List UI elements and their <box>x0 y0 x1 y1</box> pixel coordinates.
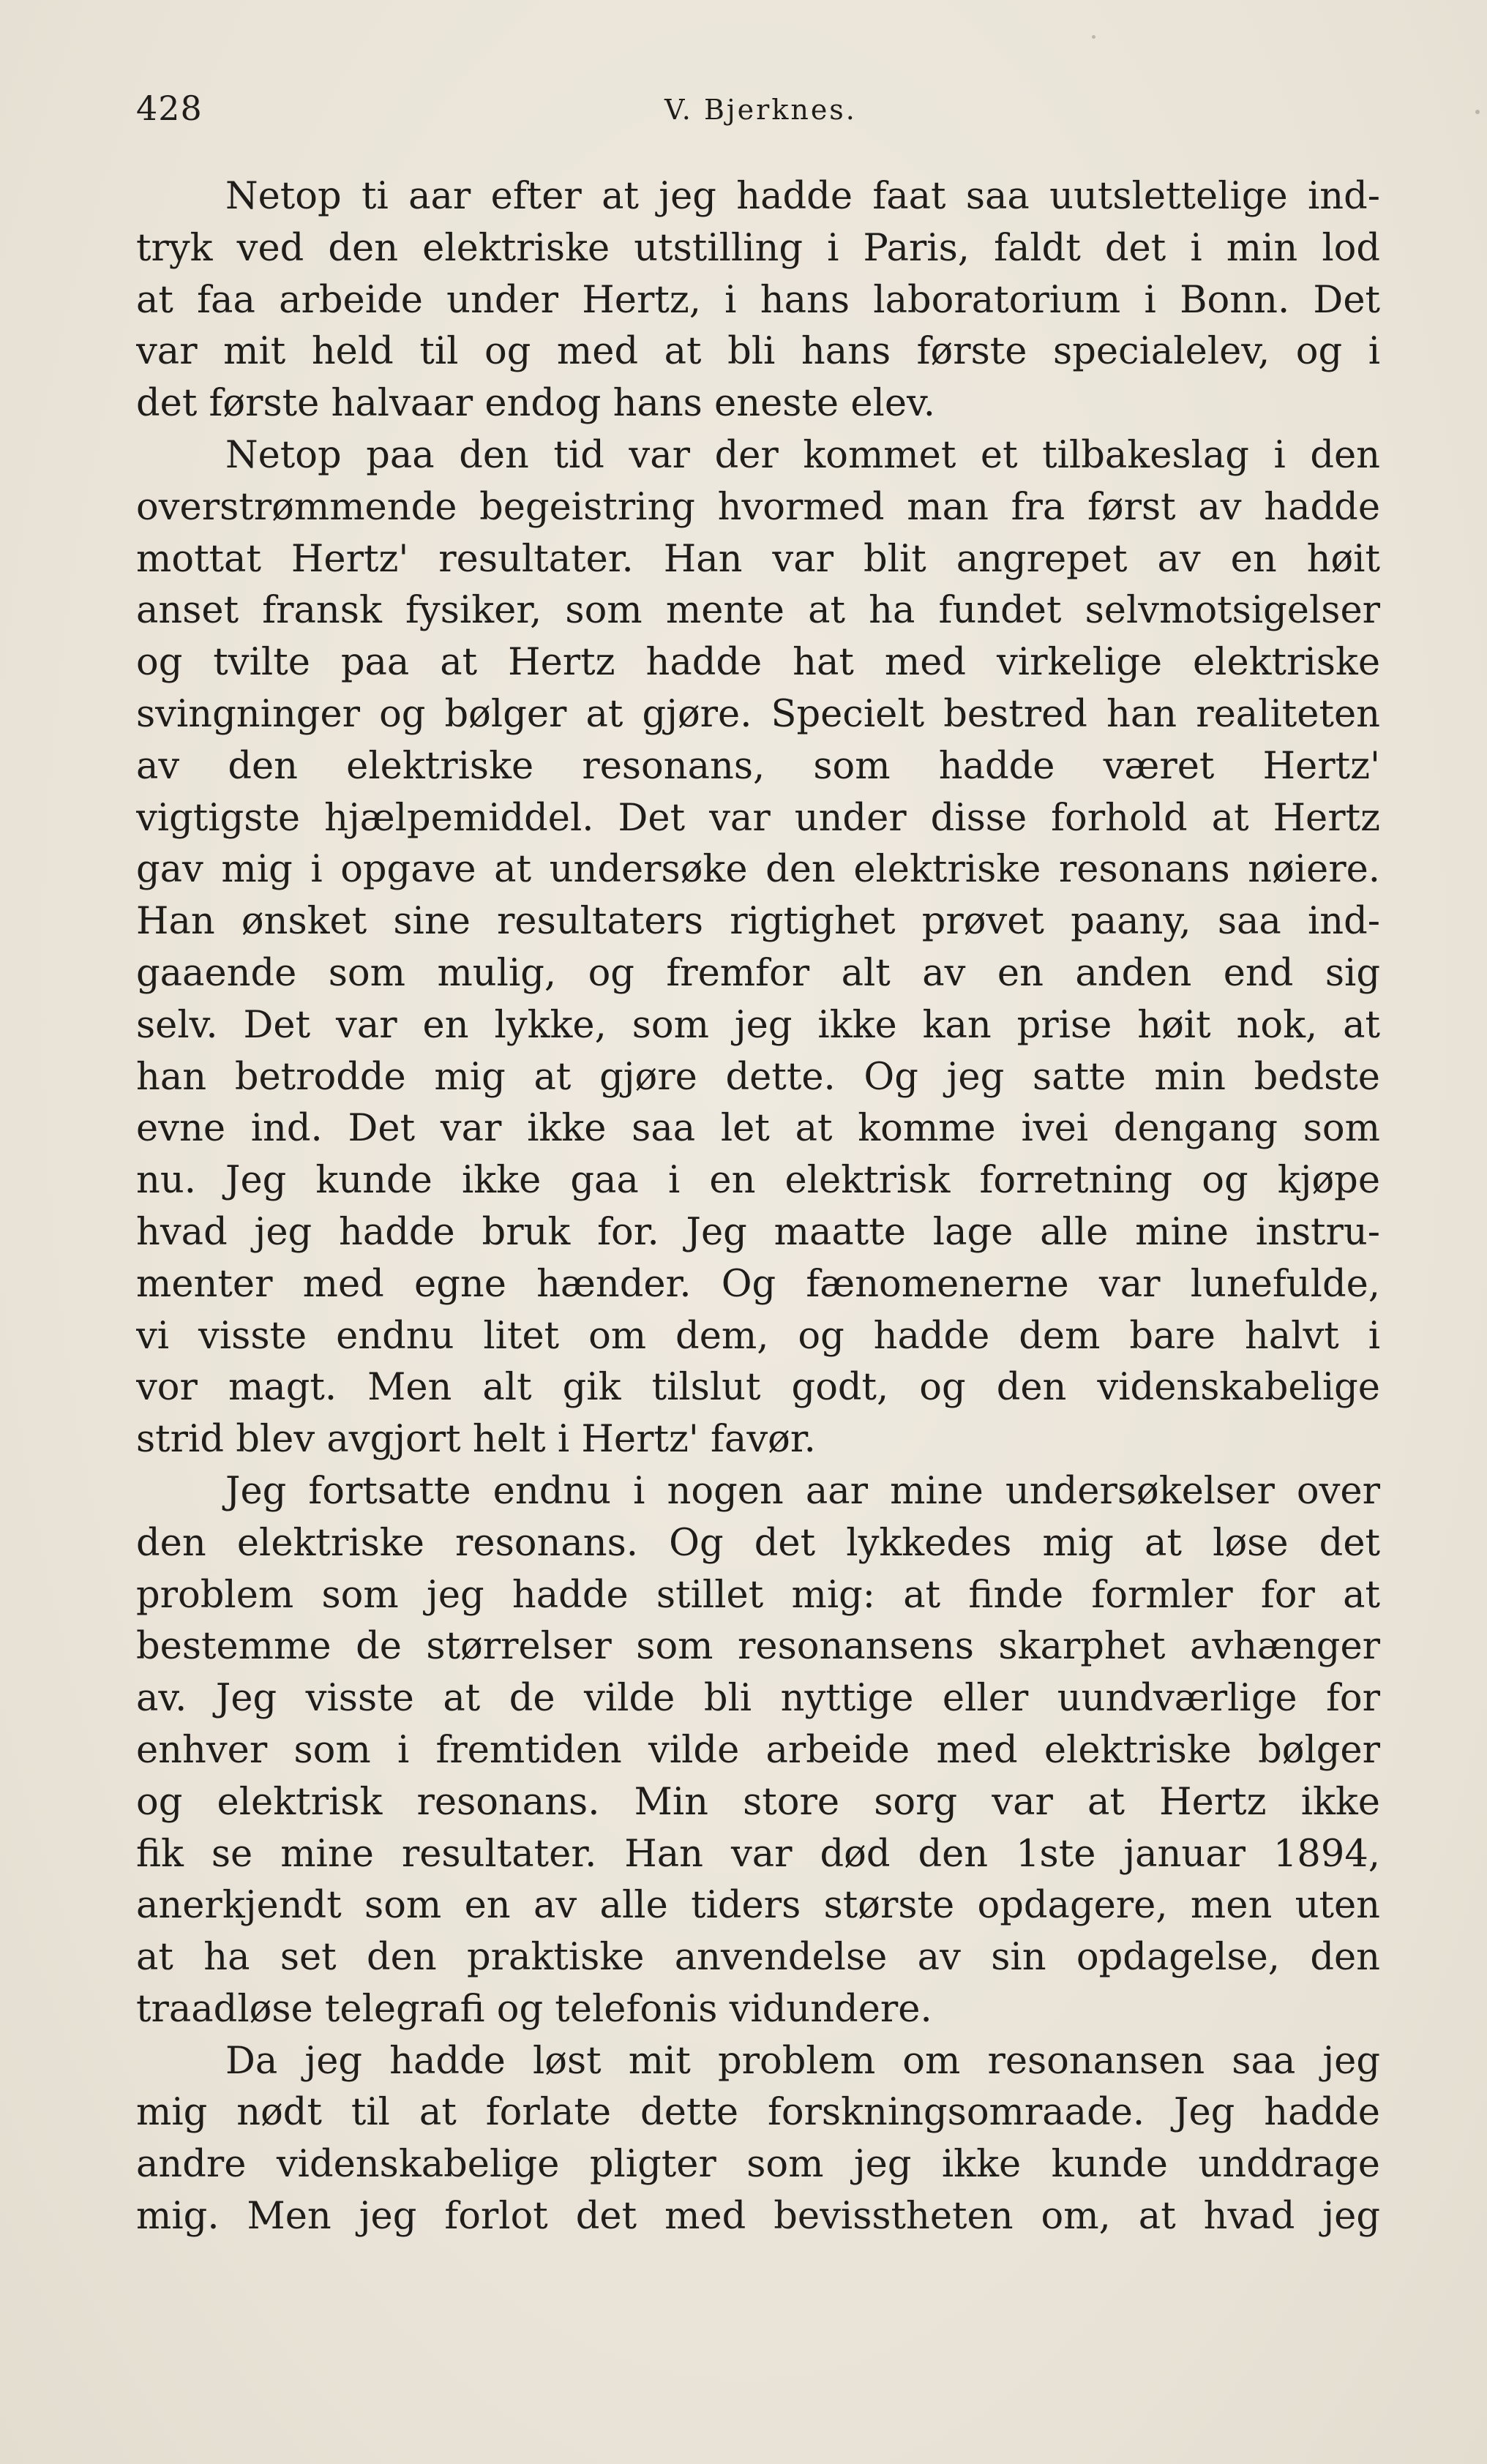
text-line: og elektrisk resonans. Min store sorg var at Hertz ikke <box>136 1780 1380 1824</box>
body-text <box>136 171 1380 2243</box>
text-line: traadløse telegrafi og telefonis vidundere. <box>136 1987 932 2031</box>
text-line: mottat Hertz' resultater. Han var blit angrepet av en høit <box>136 537 1380 581</box>
text-line: enhver som i fremtiden vilde arbeide med elektriske bølger <box>136 1728 1380 1772</box>
text-line: svingninger og bølger at gjøre. Specielt bestred han realiteten <box>136 692 1380 736</box>
text-line: Netop ti aar efter at jeg hadde faat saa uutslettelige ind- <box>225 175 1380 218</box>
text-line: av den elektriske resonans, som hadde været Hertz' <box>136 744 1380 788</box>
text-line: Netop paa den tid var der kommet et tilbakeslag i den <box>225 433 1380 477</box>
text-line: Jeg fortsatte endnu i nogen aar mine undersøkelser over <box>225 1469 1380 1513</box>
text-line: anerkjendt som en av alle tiders største opdagere, men uten <box>136 1884 1380 1928</box>
text-line: evne ind. Det var ikke saa let at komme ivei dengang som <box>136 1107 1380 1151</box>
paper-speck <box>1092 35 1095 39</box>
text-line: av. Jeg visste at de vilde bli nyttige eller uundværlige for <box>136 1677 1380 1721</box>
text-line: hvad jeg hadde bruk for. Jeg maatte lage alle mine instru- <box>136 1210 1380 1254</box>
text-line: vor magt. Men alt gik tilslut godt, og den videnskabelige <box>136 1366 1380 1410</box>
paragraph <box>136 2036 1380 2243</box>
text-line: overstrømmende begeistring hvormed man fra først av hadde <box>136 485 1380 529</box>
text-line: tryk ved den elektriske utstilling i Paris, faldt det i min lod <box>136 226 1380 270</box>
text-line: det første halvaar endog hans eneste elev. <box>136 382 935 426</box>
text-line: gaaende som mulig, og fremfor alt av en anden end sig <box>136 951 1380 995</box>
text-line: han betrodde mig at gjøre dette. Og jeg satte min bedste <box>136 1055 1380 1099</box>
text-line: menter med egne hænder. Og fænomenerne var lunefulde, <box>136 1262 1380 1306</box>
text-line: selv. Det var en lykke, som jeg ikke kan prise høit nok, at <box>136 1003 1380 1047</box>
text-line: strid blev avgjort helt i Hertz' favør. <box>136 1418 816 1462</box>
text-line: den elektriske resonans. Og det lykkedes mig at løse det <box>136 1521 1380 1565</box>
text-line: anset fransk fysiker, som mente at ha fundet selvmotsigelser <box>136 589 1380 633</box>
text-line: Da jeg hadde løst mit problem om resonansen saa jeg <box>225 2039 1380 2083</box>
paragraph <box>136 1466 1380 2036</box>
text-line: vigtigste hjælpemiddel. Det var under disse forhold at Hertz <box>136 796 1380 840</box>
text-line: Han ønsket sine resultaters rigtighet prøvet paany, saa ind- <box>136 900 1380 944</box>
text-line: bestemme de størrelser som resonansens skarphet avhænger <box>136 1625 1380 1669</box>
text-line: mig nødt til at forlate dette forskningsomraade. Jeg hadde <box>136 2091 1380 2135</box>
text-line: fik se mine resultater. Han var død den 1ste januar 1894, <box>136 1832 1380 1876</box>
text-line: og tvilte paa at Hertz hadde hat med virkelige elektriske <box>136 641 1380 685</box>
text-line: problem som jeg hadde stillet mig: at finde formler for at <box>136 1573 1380 1617</box>
paragraph <box>136 171 1380 430</box>
text-line: at faa arbeide under Hertz, i hans laboratorium i Bonn. Det <box>136 278 1380 322</box>
paper-speck <box>1475 110 1480 114</box>
page-header <box>136 86 1380 138</box>
running-head: V. Bjerknes. <box>664 94 857 126</box>
text-line: at ha set den praktiske anvendelse av sin opdagelse, den <box>136 1936 1380 1980</box>
text-line: vi visste endnu litet om dem, og hadde dem bare halvt i <box>136 1314 1380 1358</box>
text-line: gav mig i opgave at undersøke den elektriske resonans nøiere. <box>136 848 1380 892</box>
paragraph <box>136 430 1380 1466</box>
text-line: mig. Men jeg forlot det med bevisstheten om, at hvad jeg <box>136 2195 1380 2239</box>
page-number: 428 <box>136 89 203 128</box>
text-line: nu. Jeg kunde ikke gaa i en elektrisk forretning og kjøpe <box>136 1159 1380 1203</box>
text-line: andre videnskabelige pligter som jeg ikke kunde unddrage <box>136 2143 1380 2187</box>
text-line: var mit held til og med at bli hans første specialelev, og i <box>136 330 1380 374</box>
